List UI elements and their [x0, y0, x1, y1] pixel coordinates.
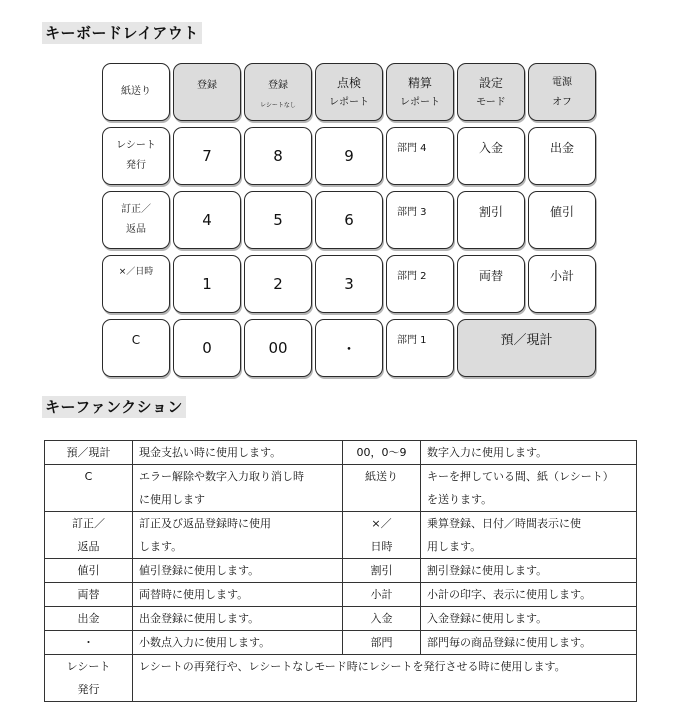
description-cell — [133, 465, 343, 512]
key-label: 4 — [202, 211, 212, 229]
table-row — [45, 583, 637, 607]
key-5[interactable] — [244, 191, 312, 249]
cell-line: 日時 — [370, 540, 393, 553]
keyboard-layout-heading: キーボードレイアウト — [42, 22, 202, 44]
description-cell: レシートの再発行や、レシートなしモード時にレシートを発行させる時に使用します。 — [133, 655, 637, 702]
key-label: 出金 — [549, 141, 574, 155]
key-multiply-date[interactable] — [102, 255, 170, 313]
key-label: 登録 — [197, 80, 217, 91]
key-label: 登録 — [268, 80, 288, 91]
key-setting-mode[interactable] — [457, 63, 525, 121]
cell-line: 訂正及び返品登録時に使用 — [139, 517, 271, 530]
description-cell — [133, 512, 343, 559]
key-label: 1 — [202, 275, 212, 293]
cell-line: レシート — [66, 660, 111, 673]
key-name-cell — [45, 655, 133, 702]
table-row — [45, 559, 637, 583]
key-label: 小計 — [549, 269, 574, 283]
key-sublabel: レシートなし — [260, 102, 296, 109]
description-cell — [421, 512, 637, 559]
key-name-cell: 部門 — [343, 631, 421, 655]
key-label: 0 — [202, 339, 212, 357]
key-power-off[interactable] — [528, 63, 596, 121]
description-cell: 現金支払い時に使用します。 — [133, 441, 343, 465]
key-1[interactable] — [173, 255, 241, 313]
key-register[interactable] — [173, 63, 241, 121]
cell-line: エラー解除や数字入力取り消し時 — [139, 470, 304, 483]
key-label: 精算 — [407, 76, 432, 90]
description-cell: 部門毎の商品登録に使用します。 — [421, 631, 637, 655]
key-label: 部門 2 — [397, 271, 427, 282]
key-sublabel: レポート — [400, 97, 440, 108]
cell-line: 訂正／ — [72, 517, 105, 530]
key-name-cell: 割引 — [343, 559, 421, 583]
key-label: レシート — [116, 140, 156, 151]
key-0[interactable] — [173, 319, 241, 377]
cell-line: 乗算登録、日付／時間表示に使 — [427, 517, 581, 530]
table-row — [45, 655, 637, 702]
key-sublabel: 返品 — [126, 224, 146, 235]
description-cell: 両替時に使用します。 — [133, 583, 343, 607]
description-cell: 出金登録に使用します。 — [133, 607, 343, 631]
key-label: 7 — [202, 147, 212, 165]
key-label: 9 — [344, 147, 354, 165]
table-row — [45, 441, 637, 465]
key-dept-3[interactable] — [386, 191, 454, 249]
key-name-cell — [45, 512, 133, 559]
cell-line: キーを押している間、紙（レシート） — [427, 470, 614, 483]
cell-line: 用します。 — [427, 540, 482, 553]
key-label: 両替 — [478, 269, 503, 283]
description-cell: 数字入力に使用します。 — [421, 441, 637, 465]
key-label: 3 — [344, 275, 354, 293]
key-3[interactable] — [315, 255, 383, 313]
description-cell: 値引登録に使用します。 — [133, 559, 343, 583]
key-label: 6 — [344, 211, 354, 229]
key-label: 入金 — [478, 141, 503, 155]
description-cell: 割引登録に使用します。 — [421, 559, 637, 583]
key-label: 部門 1 — [397, 335, 427, 346]
key-name-cell — [343, 512, 421, 559]
key-settle-report[interactable] — [386, 63, 454, 121]
key-sublabel: オフ — [552, 97, 572, 108]
table-row — [45, 465, 637, 512]
key-correction-return[interactable] — [102, 191, 170, 249]
key-dept-1[interactable] — [386, 319, 454, 377]
cell-line: 発行 — [77, 683, 100, 696]
key-label: 部門 4 — [397, 143, 427, 154]
key-label: ・ — [341, 339, 357, 358]
description-cell: 入金登録に使用します。 — [421, 607, 637, 631]
key-exchange[interactable] — [457, 255, 525, 313]
key-label: 電源 — [552, 77, 572, 88]
key-check-report[interactable] — [315, 63, 383, 121]
key-dept-2[interactable] — [386, 255, 454, 313]
key-label: 訂正／ — [121, 204, 151, 215]
description-cell — [421, 465, 637, 512]
key-sublabel: モード — [476, 97, 506, 108]
key-label: ×／日時 — [118, 267, 154, 277]
key-label: 2 — [273, 275, 283, 293]
cell-line: 紙送り — [365, 470, 398, 483]
table-row — [45, 607, 637, 631]
key-name-cell: 入金 — [343, 607, 421, 631]
key-label: 紙送り — [121, 86, 151, 97]
key-2[interactable] — [244, 255, 312, 313]
description-cell: 小数点入力に使用します。 — [133, 631, 343, 655]
key-label: 5 — [273, 211, 283, 229]
key-label: 点検 — [336, 76, 361, 90]
key-00[interactable] — [244, 319, 312, 377]
table-row — [45, 631, 637, 655]
key-discount[interactable] — [457, 191, 525, 249]
key-sublabel: 発行 — [126, 160, 146, 171]
key-name-cell — [45, 465, 133, 512]
key-name-cell: 両替 — [45, 583, 133, 607]
key-tender-cash[interactable] — [457, 319, 596, 377]
description-cell: 小計の印字、表示に使用します。 — [421, 583, 637, 607]
key-sublabel: レポート — [329, 97, 369, 108]
key-name-cell: 値引 — [45, 559, 133, 583]
key-decimal[interactable] — [315, 319, 383, 377]
key-clear[interactable] — [102, 319, 170, 377]
key-name-cell: 小計 — [343, 583, 421, 607]
key-paper-feed[interactable] — [102, 63, 170, 121]
key-label: 部門 3 — [397, 207, 427, 218]
cell-line: 返品 — [77, 540, 100, 553]
key-label: 値引 — [549, 205, 574, 219]
key-label: 預／現計 — [500, 333, 553, 348]
key-deposit[interactable] — [457, 127, 525, 185]
cell-line: を送ります。 — [427, 493, 493, 506]
cell-line: C — [84, 470, 93, 483]
key-label: 設定 — [478, 76, 503, 90]
key-4[interactable] — [173, 191, 241, 249]
key-register-no-receipt[interactable] — [244, 63, 312, 121]
keyboard-layout — [102, 63, 599, 378]
key-markdown[interactable] — [528, 191, 596, 249]
key-function-table — [44, 440, 637, 702]
key-9[interactable] — [315, 127, 383, 185]
key-7[interactable] — [173, 127, 241, 185]
key-subtotal[interactable] — [528, 255, 596, 313]
key-dept-4[interactable] — [386, 127, 454, 185]
key-label: 割引 — [478, 205, 503, 219]
key-name-cell: 出金 — [45, 607, 133, 631]
key-name-cell — [343, 465, 421, 512]
key-label: 8 — [273, 147, 283, 165]
cell-line: に使用します — [139, 493, 205, 506]
key-name-cell: ・ — [45, 631, 133, 655]
key-label: C — [131, 333, 141, 347]
cell-line: します。 — [139, 540, 183, 553]
key-receipt-issue[interactable] — [102, 127, 170, 185]
key-name-cell: 00，0～9 — [343, 441, 421, 465]
key-name-cell: 預／現計 — [45, 441, 133, 465]
key-functions-heading: キーファンクション — [42, 396, 186, 418]
key-label: 00 — [268, 339, 288, 357]
key-withdrawal[interactable] — [528, 127, 596, 185]
cell-line: ×／ — [371, 517, 392, 530]
table-row — [45, 512, 637, 559]
key-6[interactable] — [315, 191, 383, 249]
key-8[interactable] — [244, 127, 312, 185]
